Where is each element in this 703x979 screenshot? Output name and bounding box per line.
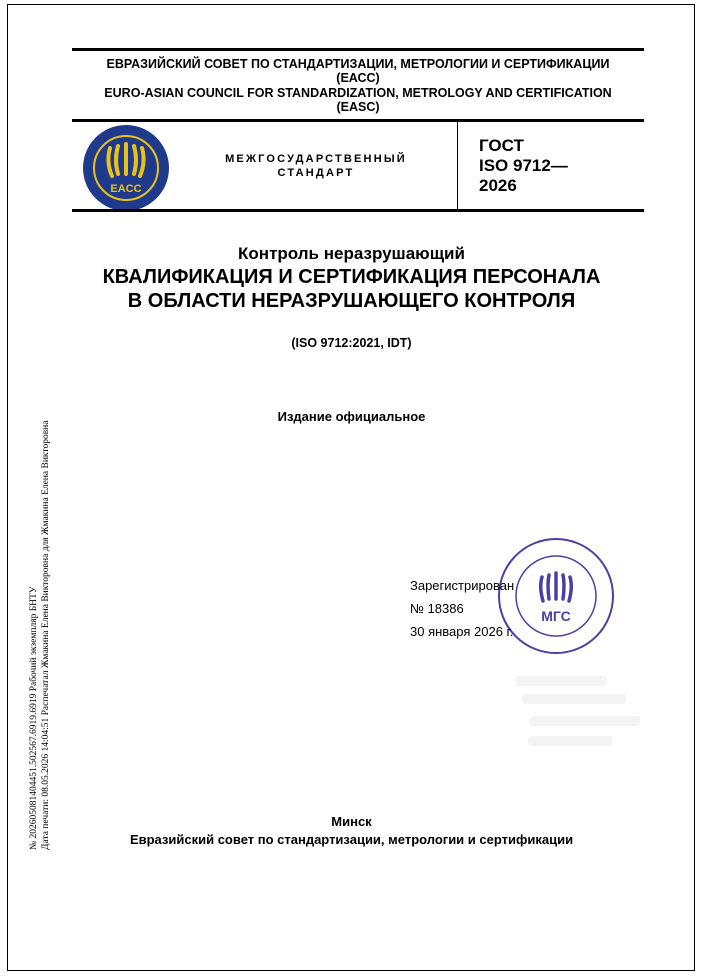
- erased-mark: [515, 676, 607, 686]
- org-abbr-en: (EASC): [336, 100, 380, 114]
- registration-number: № 18386: [410, 601, 464, 616]
- document-subtitle: Контроль неразрушающий: [238, 244, 465, 263]
- erased-mark: [528, 736, 612, 746]
- gost-number: ISO 9712—: [479, 156, 568, 175]
- top-rule: [72, 48, 644, 51]
- emblem-label: EACC: [110, 183, 142, 195]
- registration-status: Зарегистрирован: [410, 578, 515, 593]
- org-abbr-ru: (ЕАСС): [336, 71, 380, 85]
- registration-date: 30 января 2026 г.: [410, 624, 514, 639]
- standard-type-line2: СТАНДАРТ: [277, 167, 355, 179]
- header-rule: [72, 119, 644, 122]
- gost-divider: [457, 122, 458, 210]
- gost-year: 2026: [479, 176, 517, 195]
- iso-reference: (ISO 9712:2021, IDT): [291, 336, 412, 350]
- eacc-emblem-icon: [82, 124, 170, 212]
- org-name-en: EURO-ASIAN COUNCIL FOR STANDARDIZATION, METROLOGY AND CERTIFICATION: [104, 86, 612, 100]
- document-title-line1: КВАЛИФИКАЦИЯ И СЕРТИФИКАЦИЯ ПЕРСОНАЛА: [102, 266, 601, 288]
- mgs-stamp-icon: [497, 537, 615, 655]
- edition-label: Издание официальное: [277, 409, 426, 424]
- gost-label: ГОСТ: [479, 136, 524, 155]
- header-bottom-rule: [72, 209, 644, 212]
- org-name-ru: ЕВРАЗИЙСКИЙ СОВЕТ ПО СТАНДАРТИЗАЦИИ, МЕТРОЛОГИИ И СЕРТИФИКАЦИИ: [106, 57, 610, 71]
- publication-city: Минск: [331, 814, 372, 829]
- document-title-line2: В ОБЛАСТИ НЕРАЗРУШАЮЩЕГО КОНТРОЛЯ: [127, 290, 576, 312]
- print-record-line1: № 202605081404451.502567.6919.6919 Рабочий экземпляр БНТУ: [29, 586, 39, 850]
- gost-designation: [479, 136, 568, 196]
- standard-type: [200, 152, 432, 180]
- print-record-line2: Дата печати: 08.05.2026 14:04:51 Распечатал Жмакина Елена Викторовна для Жмакина Елена Викторовна: [41, 420, 51, 850]
- publisher-name: Евразийский совет по стандартизации, метрологии и сертификации: [129, 832, 574, 847]
- stamp-label: МГС: [541, 608, 571, 624]
- standard-type-line1: МЕЖГОСУДАРСТВЕННЫЙ: [225, 153, 407, 165]
- erased-mark: [530, 716, 640, 726]
- erased-mark: [522, 694, 626, 704]
